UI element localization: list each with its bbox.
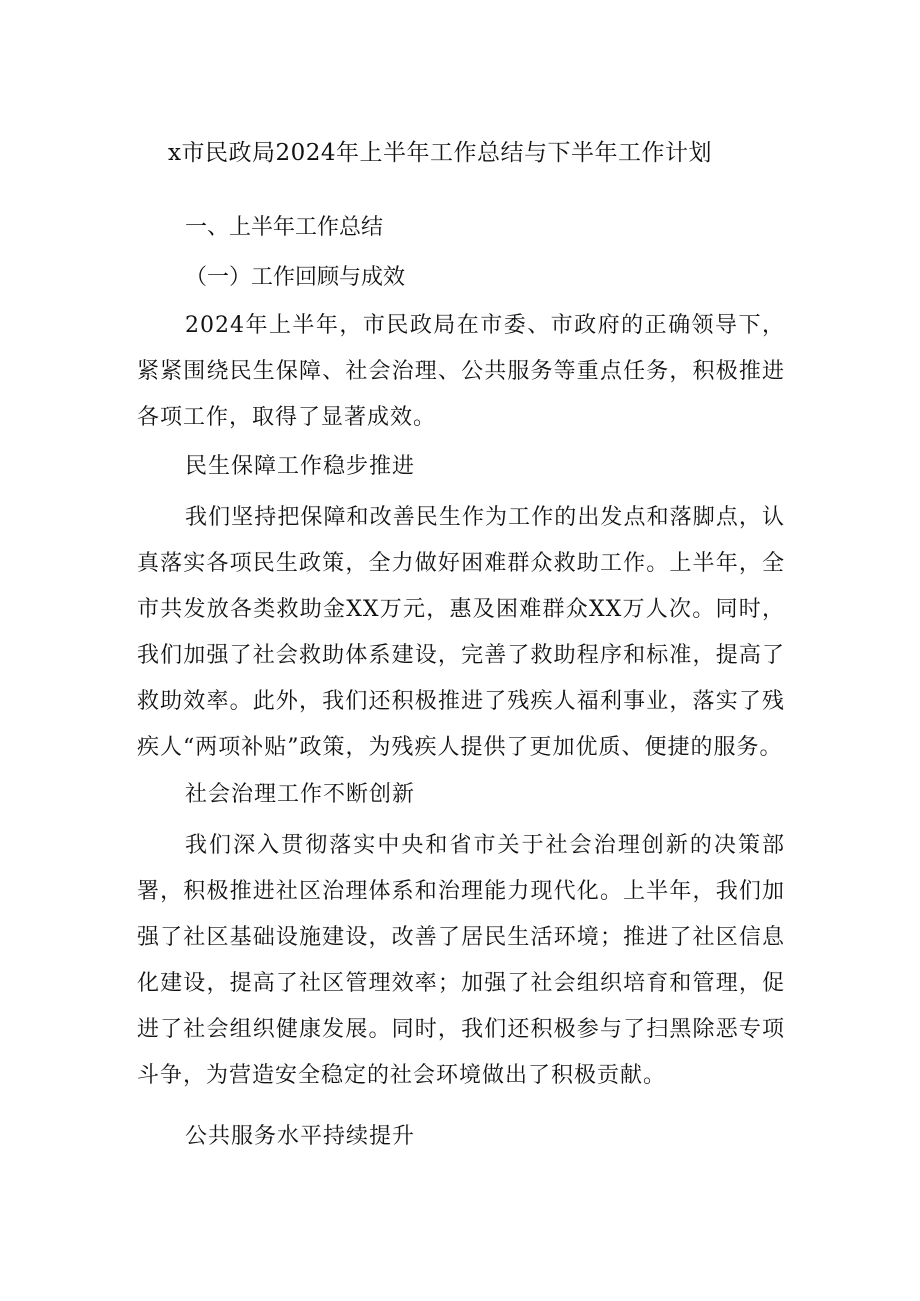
document-title: x市民政局2024年上半年工作总结与下半年工作计划 bbox=[168, 140, 713, 166]
topic-title-public-service: 公共服务水平持续提升 bbox=[185, 1124, 416, 1149]
topic-title-governance: 社会治理工作不断创新 bbox=[185, 782, 416, 807]
intro-paragraph: 2024年上半年，市民政局在市委、市政府的正确领导下，紧紧围绕民生保障、社会治理、公共服务等重点任务，积极推进各项工作，取得了显著成效。 bbox=[137, 313, 785, 430]
livelihood-paragraph: 我们坚持把保障和改善民生作为工作的出发点和落脚点，认真落实各项民生政策，全力做好困难群众救助工作。上半年，全市共发放各类救助金XX万元，惠及困难群众XX万人次。同时，我们加强了社会救助体系建设，完善了救助程序和标准，提高了救助效率。此外，我们还积极推进了残疾人福利事业，落实了残疾人“两项补贴”政策，为残疾人提供了更加优质、便捷的服务。 bbox=[137, 505, 785, 760]
subsection-heading-review: （一）工作回顾与成效 bbox=[185, 265, 406, 290]
governance-paragraph: 我们深入贯彻落实中央和省市关于社会治理创新的决策部署，积极推进社区治理体系和治理能力现代化。上半年，我们加强了社区基础设施建设，改善了居民生活环境；推进了社区信息化建设，提高了社区管理效率；加强了社会组织培育和管理，促进了社会组织健康发展。同时，我们还积极参与了扫黑除恶专项斗争，为营造安全稳定的社会环境做出了积极贡献。 bbox=[137, 833, 785, 1088]
topic-title-livelihood: 民生保障工作稳步推进 bbox=[185, 454, 416, 479]
section-heading-first-half-summary: 一、上半年工作总结 bbox=[185, 215, 384, 240]
